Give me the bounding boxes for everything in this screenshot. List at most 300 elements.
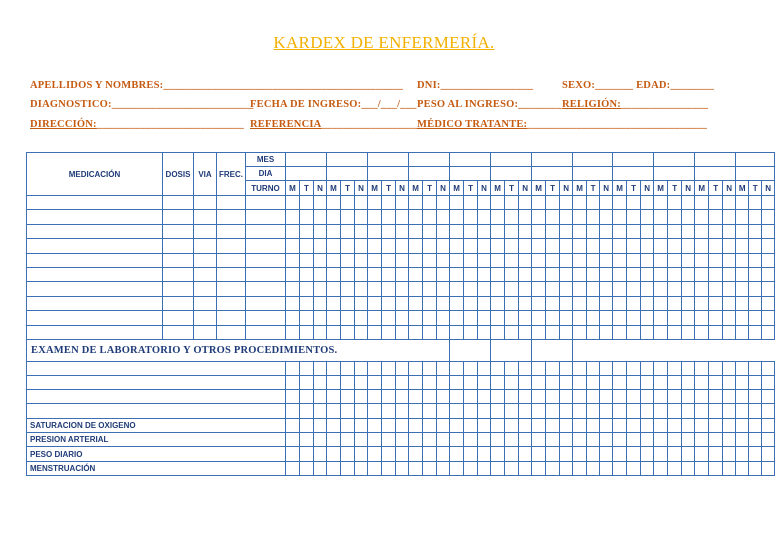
- shift-cell[interactable]: [682, 224, 695, 238]
- shift-cell[interactable]: [505, 224, 519, 238]
- shift-cell[interactable]: [300, 390, 314, 404]
- shift-cell[interactable]: [355, 282, 368, 296]
- shift-cell[interactable]: [749, 447, 762, 461]
- shift-cell[interactable]: [314, 325, 327, 339]
- shift-cell[interactable]: [627, 361, 641, 375]
- shift-cell[interactable]: [505, 418, 519, 432]
- shift-cell[interactable]: [327, 282, 341, 296]
- shift-cell[interactable]: [491, 461, 505, 475]
- shift-cell[interactable]: [423, 461, 437, 475]
- shift-cell[interactable]: [382, 433, 396, 447]
- shift-cell[interactable]: [505, 296, 519, 310]
- shift-cell[interactable]: [491, 325, 505, 339]
- shift-cell[interactable]: [613, 239, 627, 253]
- shift-cell[interactable]: [762, 418, 775, 432]
- frec-cell[interactable]: [217, 210, 246, 224]
- shift-cell[interactable]: [396, 196, 409, 210]
- shift-cell[interactable]: [368, 433, 382, 447]
- shift-cell[interactable]: [668, 447, 682, 461]
- shift-cell[interactable]: [464, 390, 478, 404]
- shift-cell[interactable]: [573, 296, 587, 310]
- shift-cell[interactable]: [682, 433, 695, 447]
- shift-cell[interactable]: [560, 253, 573, 267]
- shift-cell[interactable]: [709, 196, 723, 210]
- shift-cell[interactable]: [464, 282, 478, 296]
- shift-cell[interactable]: [682, 296, 695, 310]
- shift-cell[interactable]: [368, 210, 382, 224]
- shift-cell[interactable]: [600, 418, 613, 432]
- frec-cell[interactable]: [217, 253, 246, 267]
- dosis-cell[interactable]: [163, 210, 194, 224]
- shift-cell[interactable]: [409, 253, 423, 267]
- shift-cell[interactable]: [695, 447, 709, 461]
- shift-cell[interactable]: [409, 404, 423, 418]
- shift-cell[interactable]: [709, 447, 723, 461]
- shift-cell[interactable]: [532, 404, 546, 418]
- shift-cell[interactable]: [423, 311, 437, 325]
- shift-cell[interactable]: [341, 461, 355, 475]
- shift-cell[interactable]: [587, 311, 600, 325]
- shift-cell[interactable]: [341, 447, 355, 461]
- shift-cell[interactable]: [478, 361, 491, 375]
- shift-cell[interactable]: [423, 267, 437, 281]
- shift-cell[interactable]: [600, 282, 613, 296]
- shift-cell[interactable]: [736, 282, 749, 296]
- shift-cell[interactable]: [546, 418, 560, 432]
- shift-cell[interactable]: [573, 224, 587, 238]
- shift-cell[interactable]: [736, 433, 749, 447]
- via-cell[interactable]: [194, 239, 217, 253]
- shift-cell[interactable]: [505, 210, 519, 224]
- shift-cell[interactable]: [573, 210, 587, 224]
- via-cell[interactable]: [194, 196, 217, 210]
- shift-cell[interactable]: [464, 196, 478, 210]
- shift-cell[interactable]: [709, 376, 723, 390]
- shift-cell[interactable]: [668, 361, 682, 375]
- shift-cell[interactable]: [286, 311, 300, 325]
- shift-cell[interactable]: [519, 447, 532, 461]
- shift-cell[interactable]: [587, 325, 600, 339]
- shift-cell[interactable]: [654, 390, 668, 404]
- examen-cell[interactable]: [27, 361, 286, 375]
- shift-cell[interactable]: [327, 267, 341, 281]
- shift-cell[interactable]: [668, 196, 682, 210]
- shift-cell[interactable]: [641, 210, 654, 224]
- shift-cell[interactable]: [600, 239, 613, 253]
- shift-cell[interactable]: [423, 325, 437, 339]
- shift-cell[interactable]: [587, 239, 600, 253]
- shift-cell[interactable]: [464, 311, 478, 325]
- shift-cell[interactable]: [505, 325, 519, 339]
- shift-cell[interactable]: [505, 433, 519, 447]
- shift-cell[interactable]: [300, 267, 314, 281]
- shift-cell[interactable]: [491, 253, 505, 267]
- shift-cell[interactable]: [491, 390, 505, 404]
- shift-cell[interactable]: [573, 390, 587, 404]
- mes-cell[interactable]: [736, 153, 775, 167]
- shift-cell[interactable]: [355, 376, 368, 390]
- shift-cell[interactable]: [600, 325, 613, 339]
- shift-cell[interactable]: [368, 296, 382, 310]
- shift-cell[interactable]: [300, 196, 314, 210]
- shift-cell[interactable]: [723, 461, 736, 475]
- shift-cell[interactable]: [382, 418, 396, 432]
- shift-cell[interactable]: [723, 325, 736, 339]
- shift-cell[interactable]: [450, 282, 464, 296]
- shift-cell[interactable]: [749, 296, 762, 310]
- shift-cell[interactable]: [641, 224, 654, 238]
- turno-cell[interactable]: [246, 311, 286, 325]
- shift-cell[interactable]: [600, 267, 613, 281]
- shift-cell[interactable]: [505, 282, 519, 296]
- shift-cell[interactable]: [736, 418, 749, 432]
- shift-cell[interactable]: [654, 210, 668, 224]
- shift-cell[interactable]: [587, 433, 600, 447]
- dosis-cell[interactable]: [163, 224, 194, 238]
- shift-cell[interactable]: [546, 404, 560, 418]
- shift-cell[interactable]: [546, 282, 560, 296]
- shift-cell[interactable]: [300, 418, 314, 432]
- shift-cell[interactable]: [613, 325, 627, 339]
- shift-cell[interactable]: [450, 196, 464, 210]
- shift-cell[interactable]: [682, 404, 695, 418]
- shift-cell[interactable]: [505, 447, 519, 461]
- shift-cell[interactable]: [505, 239, 519, 253]
- shift-cell[interactable]: [668, 433, 682, 447]
- shift-cell[interactable]: [355, 447, 368, 461]
- shift-cell[interactable]: [736, 296, 749, 310]
- turno-cell[interactable]: [246, 296, 286, 310]
- shift-cell[interactable]: [437, 311, 450, 325]
- shift-cell[interactable]: [355, 325, 368, 339]
- shift-cell[interactable]: [327, 311, 341, 325]
- shift-cell[interactable]: [546, 361, 560, 375]
- shift-cell[interactable]: [546, 461, 560, 475]
- shift-cell[interactable]: [341, 390, 355, 404]
- shift-cell[interactable]: [450, 404, 464, 418]
- shift-cell[interactable]: [695, 196, 709, 210]
- shift-cell[interactable]: [409, 296, 423, 310]
- shift-cell[interactable]: [749, 390, 762, 404]
- shift-cell[interactable]: [286, 361, 300, 375]
- mes-cell[interactable]: [491, 153, 532, 167]
- shift-cell[interactable]: [695, 433, 709, 447]
- shift-cell[interactable]: [478, 325, 491, 339]
- dia-cell[interactable]: [286, 167, 327, 181]
- shift-cell[interactable]: [627, 282, 641, 296]
- shift-cell[interactable]: [382, 311, 396, 325]
- shift-cell[interactable]: [573, 196, 587, 210]
- shift-cell[interactable]: [300, 224, 314, 238]
- shift-cell[interactable]: [423, 296, 437, 310]
- frec-cell[interactable]: [217, 224, 246, 238]
- shift-cell[interactable]: [355, 253, 368, 267]
- shift-cell[interactable]: [409, 210, 423, 224]
- shift-cell[interactable]: [286, 390, 300, 404]
- shift-cell[interactable]: [600, 224, 613, 238]
- shift-cell[interactable]: [641, 296, 654, 310]
- shift-cell[interactable]: [314, 282, 327, 296]
- shift-cell[interactable]: [682, 361, 695, 375]
- shift-cell[interactable]: [573, 253, 587, 267]
- shift-cell[interactable]: [450, 461, 464, 475]
- shift-cell[interactable]: [749, 376, 762, 390]
- mes-cell[interactable]: [532, 153, 573, 167]
- turno-cell[interactable]: [246, 253, 286, 267]
- via-cell[interactable]: [194, 296, 217, 310]
- shift-cell[interactable]: [286, 296, 300, 310]
- shift-cell[interactable]: [437, 361, 450, 375]
- shift-cell[interactable]: [668, 376, 682, 390]
- shift-cell[interactable]: [654, 461, 668, 475]
- shift-cell[interactable]: [600, 253, 613, 267]
- shift-cell[interactable]: [641, 433, 654, 447]
- shift-cell[interactable]: [654, 404, 668, 418]
- shift-cell[interactable]: [668, 296, 682, 310]
- shift-cell[interactable]: [532, 376, 546, 390]
- shift-cell[interactable]: [723, 433, 736, 447]
- shift-cell[interactable]: [437, 210, 450, 224]
- shift-cell[interactable]: [546, 239, 560, 253]
- shift-cell[interactable]: [314, 418, 327, 432]
- shift-cell[interactable]: [627, 447, 641, 461]
- medicacion-cell[interactable]: [27, 296, 163, 310]
- shift-cell[interactable]: [654, 376, 668, 390]
- shift-cell[interactable]: [627, 196, 641, 210]
- shift-cell[interactable]: [314, 404, 327, 418]
- shift-cell[interactable]: [341, 311, 355, 325]
- shift-cell[interactable]: [654, 224, 668, 238]
- shift-cell[interactable]: [560, 311, 573, 325]
- shift-cell[interactable]: [478, 404, 491, 418]
- shift-cell[interactable]: [519, 361, 532, 375]
- shift-cell[interactable]: [300, 433, 314, 447]
- shift-cell[interactable]: [736, 210, 749, 224]
- shift-cell[interactable]: [423, 390, 437, 404]
- shift-cell[interactable]: [613, 390, 627, 404]
- shift-cell[interactable]: [532, 418, 546, 432]
- shift-cell[interactable]: [478, 461, 491, 475]
- shift-cell[interactable]: [382, 376, 396, 390]
- frec-cell[interactable]: [217, 296, 246, 310]
- shift-cell[interactable]: [491, 239, 505, 253]
- shift-cell[interactable]: [709, 325, 723, 339]
- shift-cell[interactable]: [300, 282, 314, 296]
- shift-cell[interactable]: [409, 418, 423, 432]
- shift-cell[interactable]: [286, 433, 300, 447]
- examen-box[interactable]: [532, 339, 573, 361]
- medicacion-cell[interactable]: [27, 325, 163, 339]
- shift-cell[interactable]: [396, 447, 409, 461]
- shift-cell[interactable]: [355, 361, 368, 375]
- shift-cell[interactable]: [450, 447, 464, 461]
- shift-cell[interactable]: [762, 390, 775, 404]
- shift-cell[interactable]: [587, 196, 600, 210]
- shift-cell[interactable]: [327, 447, 341, 461]
- dia-cell[interactable]: [409, 167, 450, 181]
- frec-cell[interactable]: [217, 325, 246, 339]
- shift-cell[interactable]: [695, 311, 709, 325]
- shift-cell[interactable]: [327, 461, 341, 475]
- shift-cell[interactable]: [627, 433, 641, 447]
- shift-cell[interactable]: [396, 376, 409, 390]
- shift-cell[interactable]: [723, 296, 736, 310]
- shift-cell[interactable]: [762, 267, 775, 281]
- shift-cell[interactable]: [450, 210, 464, 224]
- shift-cell[interactable]: [668, 224, 682, 238]
- dia-cell[interactable]: [532, 167, 573, 181]
- shift-cell[interactable]: [519, 196, 532, 210]
- shift-cell[interactable]: [437, 433, 450, 447]
- via-cell[interactable]: [194, 267, 217, 281]
- shift-cell[interactable]: [464, 433, 478, 447]
- medicacion-cell[interactable]: [27, 311, 163, 325]
- shift-cell[interactable]: [519, 239, 532, 253]
- shift-cell[interactable]: [450, 390, 464, 404]
- shift-cell[interactable]: [573, 282, 587, 296]
- shift-cell[interactable]: [641, 404, 654, 418]
- shift-cell[interactable]: [736, 253, 749, 267]
- shift-cell[interactable]: [505, 196, 519, 210]
- shift-cell[interactable]: [355, 433, 368, 447]
- shift-cell[interactable]: [573, 361, 587, 375]
- shift-cell[interactable]: [314, 210, 327, 224]
- shift-cell[interactable]: [286, 282, 300, 296]
- shift-cell[interactable]: [749, 282, 762, 296]
- shift-cell[interactable]: [464, 253, 478, 267]
- frec-cell[interactable]: [217, 239, 246, 253]
- shift-cell[interactable]: [341, 224, 355, 238]
- shift-cell[interactable]: [464, 267, 478, 281]
- shift-cell[interactable]: [519, 210, 532, 224]
- examen-cell[interactable]: [27, 404, 286, 418]
- shift-cell[interactable]: [613, 311, 627, 325]
- shift-cell[interactable]: [396, 404, 409, 418]
- shift-cell[interactable]: [736, 376, 749, 390]
- shift-cell[interactable]: [762, 239, 775, 253]
- shift-cell[interactable]: [423, 376, 437, 390]
- shift-cell[interactable]: [355, 196, 368, 210]
- mes-cell[interactable]: [450, 153, 491, 167]
- shift-cell[interactable]: [532, 239, 546, 253]
- frec-cell[interactable]: [217, 282, 246, 296]
- shift-cell[interactable]: [341, 253, 355, 267]
- medicacion-cell[interactable]: [27, 239, 163, 253]
- shift-cell[interactable]: [587, 376, 600, 390]
- shift-cell[interactable]: [695, 296, 709, 310]
- shift-cell[interactable]: [736, 239, 749, 253]
- shift-cell[interactable]: [613, 267, 627, 281]
- shift-cell[interactable]: [450, 296, 464, 310]
- shift-cell[interactable]: [519, 390, 532, 404]
- shift-cell[interactable]: [491, 418, 505, 432]
- shift-cell[interactable]: [437, 282, 450, 296]
- shift-cell[interactable]: [300, 210, 314, 224]
- mes-cell[interactable]: [286, 153, 327, 167]
- shift-cell[interactable]: [532, 447, 546, 461]
- shift-cell[interactable]: [723, 361, 736, 375]
- shift-cell[interactable]: [450, 311, 464, 325]
- shift-cell[interactable]: [341, 296, 355, 310]
- shift-cell[interactable]: [723, 253, 736, 267]
- shift-cell[interactable]: [546, 433, 560, 447]
- shift-cell[interactable]: [723, 311, 736, 325]
- shift-cell[interactable]: [314, 433, 327, 447]
- shift-cell[interactable]: [682, 447, 695, 461]
- shift-cell[interactable]: [368, 390, 382, 404]
- examen-box[interactable]: [491, 339, 532, 361]
- shift-cell[interactable]: [600, 210, 613, 224]
- shift-cell[interactable]: [327, 390, 341, 404]
- shift-cell[interactable]: [437, 461, 450, 475]
- shift-cell[interactable]: [613, 224, 627, 238]
- shift-cell[interactable]: [464, 296, 478, 310]
- dosis-cell[interactable]: [163, 296, 194, 310]
- via-cell[interactable]: [194, 210, 217, 224]
- shift-cell[interactable]: [300, 239, 314, 253]
- shift-cell[interactable]: [762, 404, 775, 418]
- mes-cell[interactable]: [613, 153, 654, 167]
- shift-cell[interactable]: [709, 210, 723, 224]
- shift-cell[interactable]: [654, 447, 668, 461]
- shift-cell[interactable]: [519, 461, 532, 475]
- shift-cell[interactable]: [641, 267, 654, 281]
- shift-cell[interactable]: [641, 311, 654, 325]
- shift-cell[interactable]: [695, 239, 709, 253]
- shift-cell[interactable]: [355, 311, 368, 325]
- shift-cell[interactable]: [560, 447, 573, 461]
- shift-cell[interactable]: [654, 253, 668, 267]
- shift-cell[interactable]: [519, 296, 532, 310]
- shift-cell[interactable]: [749, 253, 762, 267]
- shift-cell[interactable]: [355, 404, 368, 418]
- shift-cell[interactable]: [368, 224, 382, 238]
- shift-cell[interactable]: [587, 447, 600, 461]
- shift-cell[interactable]: [327, 404, 341, 418]
- peso-ingreso-field[interactable]: ________: [518, 99, 562, 110]
- shift-cell[interactable]: [327, 325, 341, 339]
- shift-cell[interactable]: [682, 311, 695, 325]
- shift-cell[interactable]: [464, 418, 478, 432]
- shift-cell[interactable]: [641, 253, 654, 267]
- shift-cell[interactable]: [355, 418, 368, 432]
- shift-cell[interactable]: [396, 296, 409, 310]
- shift-cell[interactable]: [478, 239, 491, 253]
- shift-cell[interactable]: [762, 311, 775, 325]
- dosis-cell[interactable]: [163, 282, 194, 296]
- medicacion-cell[interactable]: [27, 210, 163, 224]
- shift-cell[interactable]: [695, 418, 709, 432]
- shift-cell[interactable]: [314, 447, 327, 461]
- shift-cell[interactable]: [546, 325, 560, 339]
- shift-cell[interactable]: [409, 267, 423, 281]
- via-cell[interactable]: [194, 224, 217, 238]
- shift-cell[interactable]: [286, 196, 300, 210]
- shift-cell[interactable]: [423, 282, 437, 296]
- shift-cell[interactable]: [641, 325, 654, 339]
- shift-cell[interactable]: [641, 418, 654, 432]
- shift-cell[interactable]: [532, 253, 546, 267]
- shift-cell[interactable]: [532, 282, 546, 296]
- shift-cell[interactable]: [736, 361, 749, 375]
- shift-cell[interactable]: [600, 196, 613, 210]
- via-cell[interactable]: [194, 253, 217, 267]
- shift-cell[interactable]: [341, 418, 355, 432]
- shift-cell[interactable]: [341, 267, 355, 281]
- shift-cell[interactable]: [519, 253, 532, 267]
- shift-cell[interactable]: [341, 325, 355, 339]
- dia-cell[interactable]: [654, 167, 695, 181]
